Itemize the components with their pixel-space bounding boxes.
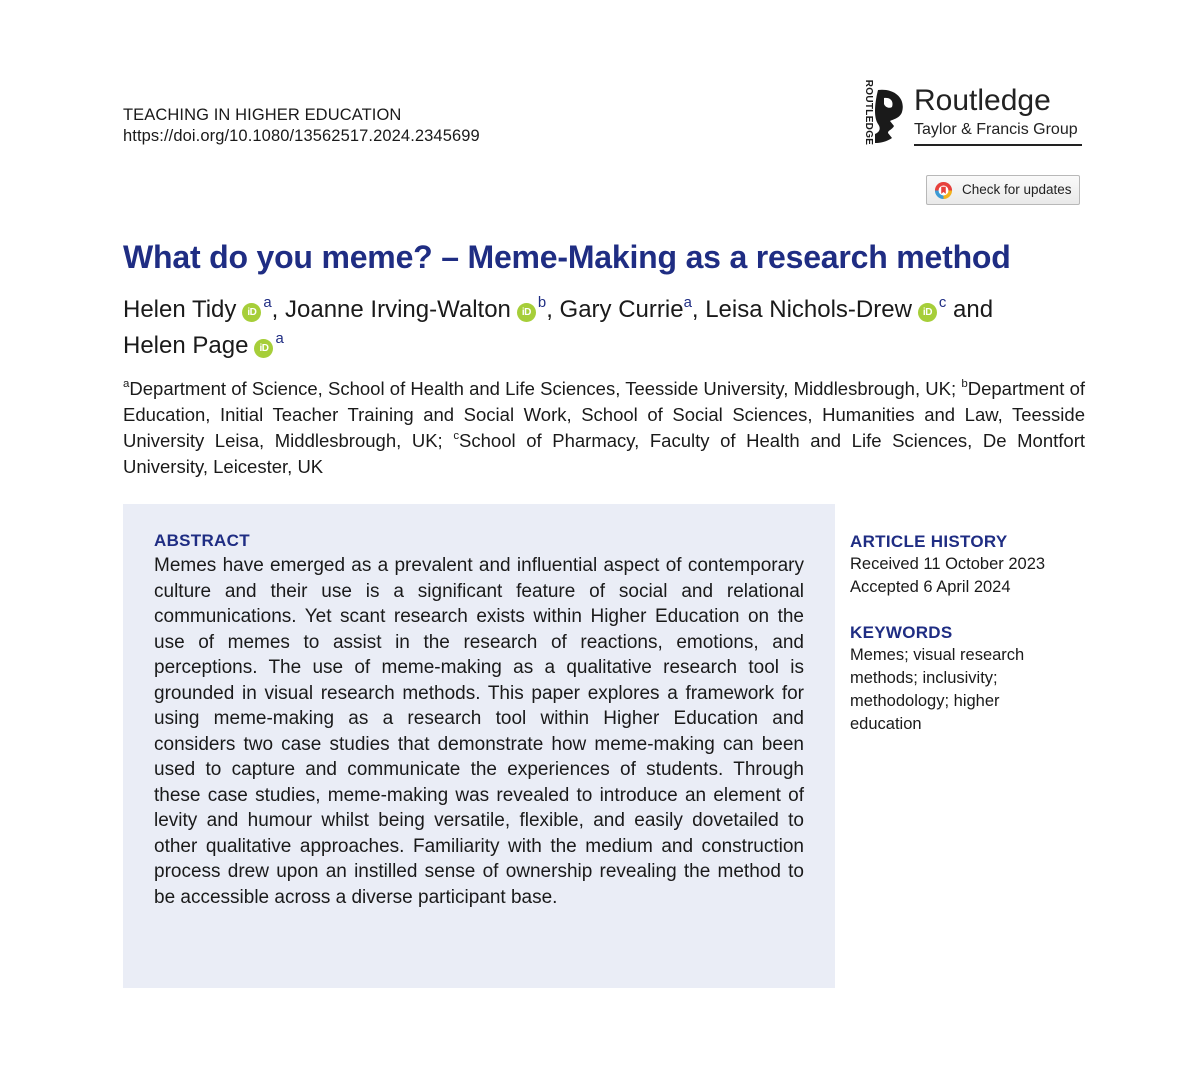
affiliation-text: Department of Science, School of Health and Life Sciences, Teesside University, Middlesbrough, UK;: [129, 378, 957, 399]
author-name[interactable]: Helen Page: [123, 332, 249, 359]
article-history: [850, 531, 1090, 599]
orcid-icon[interactable]: iD: [254, 339, 273, 358]
check-for-updates-label: Check for updates: [962, 182, 1072, 197]
affiliations: [123, 376, 1085, 480]
author-affiliation-mark: b: [537, 295, 547, 311]
orcid-icon[interactable]: iD: [517, 303, 536, 322]
accepted-date: Accepted 6 April 2024: [850, 578, 1011, 596]
orcid-icon[interactable]: iD: [918, 303, 937, 322]
routledge-head-icon: [872, 88, 910, 144]
affiliation-text: School of Pharmacy, Faculty of Health and Life Sciences, De Montfort University, Leicester, UK: [123, 430, 1085, 477]
affiliation-mark: c: [453, 430, 460, 442]
received-date: Received 11 October 2023: [850, 555, 1046, 573]
author-affiliation-mark: a: [275, 331, 284, 347]
affiliation-mark: b: [961, 378, 968, 390]
author-name[interactable]: Gary Currie: [559, 296, 684, 323]
publisher-group: Taylor & Francis Group: [914, 121, 1078, 138]
author-name[interactable]: Joanne Irving-Walton: [285, 296, 511, 323]
keywords-section: [850, 622, 1090, 736]
article-history-heading: ARTICLE HISTORY: [850, 532, 1008, 551]
doi-link[interactable]: https://doi.org/10.1080/13562517.2024.2345699: [123, 127, 480, 145]
orcid-icon[interactable]: iD: [242, 303, 261, 322]
article-title: What do you meme? – Meme-Making as a research method: [123, 239, 1011, 275]
author-connector: and: [953, 296, 994, 323]
keywords-heading: KEYWORDS: [850, 623, 953, 642]
publisher-name: Routledge: [914, 84, 1051, 117]
abstract-heading: ABSTRACT: [154, 531, 250, 550]
affiliation-mark: a: [123, 378, 130, 390]
publisher-vertical-label: ROUTLEDGE: [863, 79, 875, 146]
author-affiliation-mark: a: [263, 295, 272, 311]
journal-header: [123, 105, 480, 147]
abstract-text: Memes have emerged as a prevalent and influential aspect of contemporary culture and their use is a significant feature of social and relational communications. Yet scant research exists within Higher Education on the use of memes to assist in the research of reactions, emotions, and perceptions. The use of meme-making as a qualitative research tool is grounded in visual research methods. This paper explores a framework for using meme-making as a research tool within Higher Education and considers two case studies that demonstrate how meme-making can been used to capture and communicate the experiences of students. Through these case studies, meme-making was revealed to introduce an element of levity and humour whilst being versatile, flexible, and easily dovetailed to other qualitative approaches. Familiarity with the medium and construction process drew upon an instilled sense of ownership revealing the method to be accessible across a diverse participant base.: [154, 555, 804, 908]
author-affiliation-mark: a: [683, 295, 692, 311]
keywords-text: Memes; visual research methods; inclusivity; methodology; higher education: [850, 646, 1025, 733]
publisher-underline: [914, 144, 1082, 146]
crossmark-icon: [934, 181, 953, 200]
author-name[interactable]: Helen Tidy: [123, 296, 237, 323]
affiliation-text: Department of Education, Initial Teacher Training and Social Work, School of Social Sciences, Humanities and Law, Teesside University Leisa, Middlesbrough, UK;: [123, 378, 1085, 451]
journal-name: TEACHING IN HIGHER EDUCATION: [123, 106, 402, 124]
author-name[interactable]: Leisa Nichols-Drew: [705, 296, 912, 323]
check-for-updates-button[interactable]: [926, 175, 1080, 205]
author-affiliation-mark: c: [938, 295, 947, 311]
publisher-logo: [858, 79, 1082, 146]
author-list: Helen Tidy $iD^a$, Joanne Irving-Walton $iD^b$, Gary Currie$^a$, Leisa Nichols-Drew $iD^c$ and Helen Page $iD^a$: [123, 295, 994, 359]
